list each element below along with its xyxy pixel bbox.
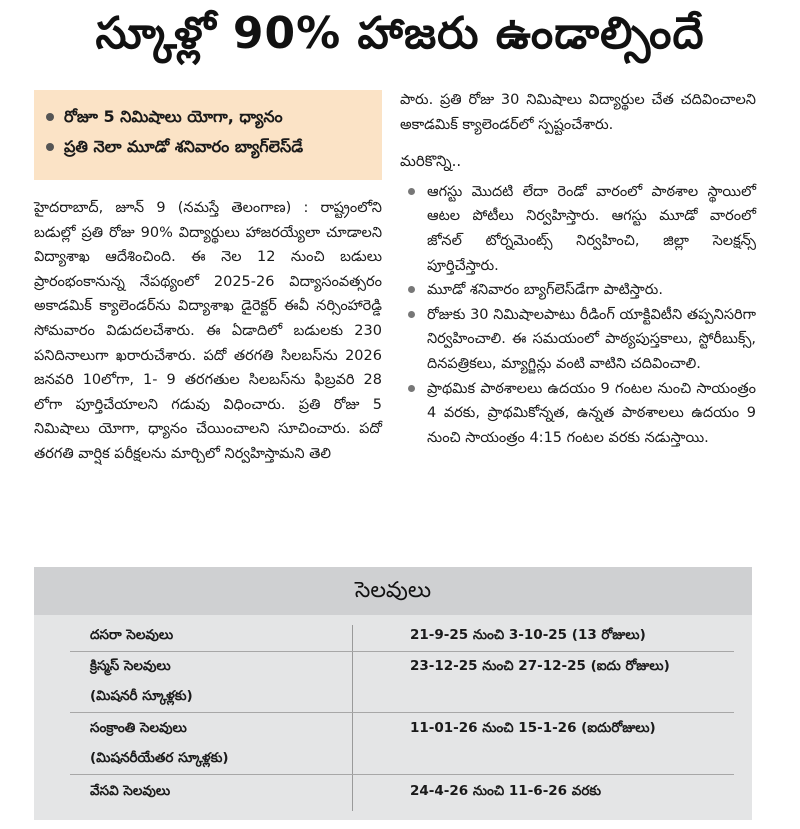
highlights-box [34,90,382,180]
list-item-text: ఆగస్టు మొదటి లేదా రెండో వారంలో పాఠశాల స్థాయిలో ఆటల పోటీలు నిర్వహిస్తారు. ఆగస్టు మూడో వారంలో జోనల్ టోర్నమెంట్స్ నిర్వహించి, జిల్లా సెలక్షన్స్ పూర్తిచేస్తారు. [427,183,756,274]
holiday-name: వేసవి సెలవులు [90,783,171,799]
bullet-icon [46,143,54,151]
highlight-text: ప్రతి నెలా మూడో శనివారం బ్యాగ్‌లెస్‌డే [64,137,304,156]
more-heading: మరికొన్ని.. [400,152,462,171]
holiday-dates: 21-9-25 నుంచి 3-10-25 (13 రోజులు) [410,627,646,643]
holidays-title: సెలవులు [34,567,752,615]
bullet-icon [408,385,415,392]
list-item [400,303,756,377]
list-item-text: రోజుకు 30 నిమిషాలపాటు రీడింగ్ యాక్టివిటీని తప్పనిసరిగా నిర్వహించాలి. ఈ సమయంలో పాఠ్యపుస్తకాలు, స్టోరీబుక్స్, దినపత్రికలు, మ్యాగ్జిన్లు వంటి వాటిని చదివించాలి. [427,306,756,372]
list-item [400,278,756,303]
article-body-left: హైదరాబాద్, జూన్ 9 (నమస్తే తెలంగాణ) : రాష్ట్రంలోని బడుల్లో ప్రతి రోజు 90% విద్యార్థులు హాజరయ్యేలా చూడాలని విద్యాశాఖ ఆదేశించింది. ఈ నెల 12 నుంచి బడులు ప్రారంభంకానున్న నేపథ్యంలో 2025-26 విద్యాసంవత్సరం అకాడమిక్ క్యాలెండర్‌ను విద్యాశాఖ డైరెక్టర్ ఈవీ నర్సింహారెడ్డి సోమవారం విడుదలచేశారు. ఈ ఏడాదిలో బడులకు 230 పనిదినాలుగా ఖరారుచేశారు. పదో తరగతి సిలబస్‌ను 2026 జనవరి 10లోగా, 1- 9 తరగతుల సిలబస్‌ను ఫిబ్రవరి 28 లోగా పూర్తిచేయాలని గడువు విధించారు. ప్రతి రోజు 5 నిమిషాలు యోగా, ధ్యానం చేయించాలని సూచించారు. పదో తరగతి వార్షిక పరీక్షలను మార్చిలో నిర్వహిస్తామని తెలి [34,200,382,462]
holiday-dates: 11-01-26 నుంచి 15-1-26 (ఐదురోజులు) [410,720,656,736]
article-body-right [400,88,756,450]
row-divider [70,651,734,652]
row-divider [70,712,734,713]
highlight-item [42,132,376,162]
holiday-name: సంక్రాంతి సెలవులు [90,720,187,736]
holiday-note: (మిషనరీ స్కూళ్లకు) [90,688,193,704]
list-item [400,377,756,451]
body-continuation: పారు. ప్రతి రోజు 30 నిమిషాలు విద్యార్థుల చేత చదివించాలని అకాడమిక్ క్యాలెండర్‌లో స్పష్టంచేశారు. [400,92,756,133]
bullet-icon [46,113,54,121]
bullet-icon [408,311,415,318]
list-item-text: మూడో శనివారం బ్యాగ్‌లెస్‌డేగా పాటిస్తారు. [427,282,663,299]
holiday-note: (మిషనరీయేతర స్కూళ్లకు) [90,750,229,766]
row-divider [70,774,734,775]
holiday-name: దసరా సెలవులు [90,627,174,643]
bullet-icon [408,286,415,293]
highlight-text: రోజూ 5 నిమిషాలు యోగా, ధ్యానం [64,107,283,126]
holiday-dates: 23-12-25 నుంచి 27-12-25 (ఐదు రోజులు) [410,658,670,674]
holiday-name: క్రిస్మస్ సెలవులు [90,658,171,674]
column-divider [352,625,353,811]
holidays-table [34,567,752,820]
list-item-text: ప్రాథమిక పాఠశాలలు ఉదయం 9 గంటల నుంచి సాయంత్రం 4 వరకు, ప్రాథమికోన్నత, ఉన్నత పాఠశాలలు ఉదయం 9 నుంచి సాయంత్రం 4:15 గంటల వరకు నడుస్తాయి. [427,380,756,446]
holiday-dates: 24-4-26 నుంచి 11-6-26 వరకు [410,783,602,799]
list-item [400,180,756,278]
bullet-icon [408,188,415,195]
headline: స్కూళ్లో 90% హాజరు ఉండాల్సిందే [95,8,705,59]
highlight-item [42,102,376,132]
